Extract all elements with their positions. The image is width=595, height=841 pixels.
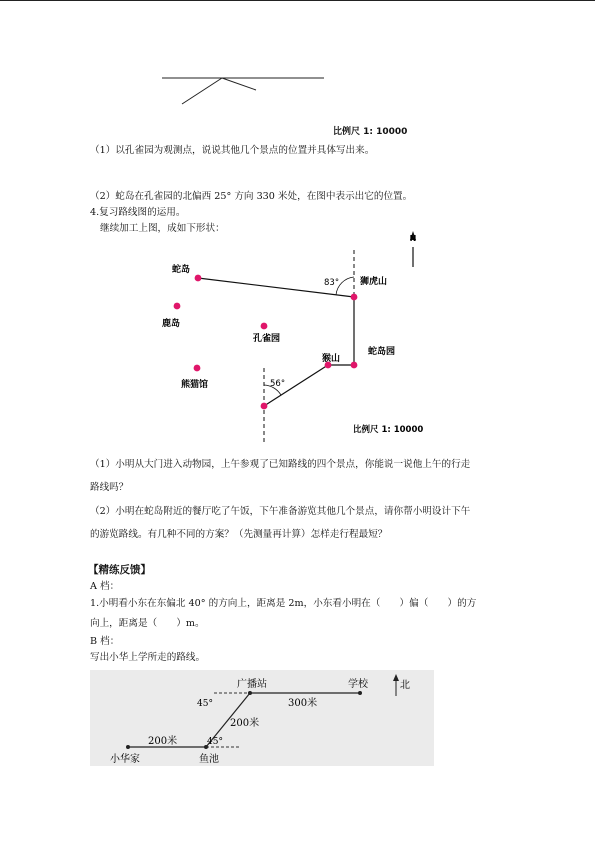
point-deer-island (174, 303, 181, 310)
label-monkey-hill: 猴山 (322, 354, 341, 364)
label-broadcast: 广播站 (237, 679, 267, 690)
level-a-question-line-1: 1.小明看小东在东偏北 40° 的方向上，距离是 2m，小东看小明在（ ）偏（ ）的方 (90, 598, 477, 609)
section-4-intro: 继续加工上图，成如下形状： (100, 223, 225, 234)
level-a-question-line-2: 向上，距离是（ ）m。 (90, 618, 205, 629)
school-route-figure (90, 670, 434, 766)
point-school (358, 691, 362, 695)
route-question-2-line-1: （2）小明在蛇岛附近的餐厅吃了午饭，下午准备游览其他几个景点，请你帮小明设计下午 (90, 506, 471, 517)
page-top-border (0, 0, 595, 1)
label-300m: 300米 (288, 698, 318, 709)
label-north: 北 (400, 680, 410, 691)
level-a-label: A 档： (90, 581, 120, 592)
label-snake-island: 蛇岛 (172, 265, 191, 275)
label-angle-top: 45° (197, 699, 213, 709)
point-gate (261, 403, 268, 410)
north-arrow (410, 231, 417, 267)
route-question-2-line-2: 的游览路线。有几种不同的方案？（先测量再计算）怎样走行程最短？ (90, 529, 388, 540)
label-200m-diagonal: 200米 (230, 718, 260, 729)
label-school: 学校 (348, 679, 368, 690)
route-question-1-line-1: （1）小明从大门进入动物园，上午参观了已知路线的四个景点，你能说一说他上午的行走 (90, 459, 471, 470)
route-question-1-line-2: 路线吗？ (90, 482, 129, 493)
level-b-question: 写出小华上学所走的路线。 (90, 652, 206, 663)
label-angle-bottom: 45° (207, 737, 223, 747)
question-1: （1）以孔雀园为观测点，说说其他几个景点的位置并具体写出来。 (90, 145, 375, 156)
label-fishpond: 鱼池 (199, 754, 219, 765)
label-lion-tiger-hill: 狮虎山 (360, 277, 388, 287)
question-2: （2）蛇岛在孔雀园的北偏西 25° 方向 330 米处，在图中表示出它的位置。 (90, 191, 413, 202)
point-home (126, 745, 130, 749)
section-4-title: 4.复习路线图的运用。 (90, 207, 186, 218)
label-home: 小华家 (110, 754, 140, 765)
zoo-route-map (150, 225, 450, 450)
point-panda-house (194, 365, 201, 372)
point-broadcast (248, 691, 252, 695)
label-deer-island: 鹿岛 (162, 319, 181, 329)
label-200m: 200米 (148, 736, 178, 747)
point-snake-island-garden (351, 362, 358, 369)
feedback-section-title: 【精练反馈】 (88, 564, 151, 576)
label-snake-island-garden: 蛇岛园 (368, 347, 396, 357)
point-peacock-garden (261, 323, 268, 330)
point-lion-tiger-hill (351, 294, 358, 301)
north-label: N (409, 234, 417, 243)
map-scale: 比例尺 1: 10000 (353, 425, 424, 435)
school-route-diagram (90, 670, 434, 766)
level-b-label: B 档： (90, 636, 120, 647)
label-panda-house: 熊猫馆 (181, 380, 209, 390)
top-figure-fragment (150, 70, 340, 115)
point-snake-island (195, 275, 202, 282)
label-peacock-garden: 孔雀园 (253, 334, 281, 344)
top-figure-scale: 比例尺 1: 10000 (333, 127, 408, 137)
label-angle-83: 83° (324, 278, 340, 288)
label-angle-56: 56° (270, 379, 286, 389)
